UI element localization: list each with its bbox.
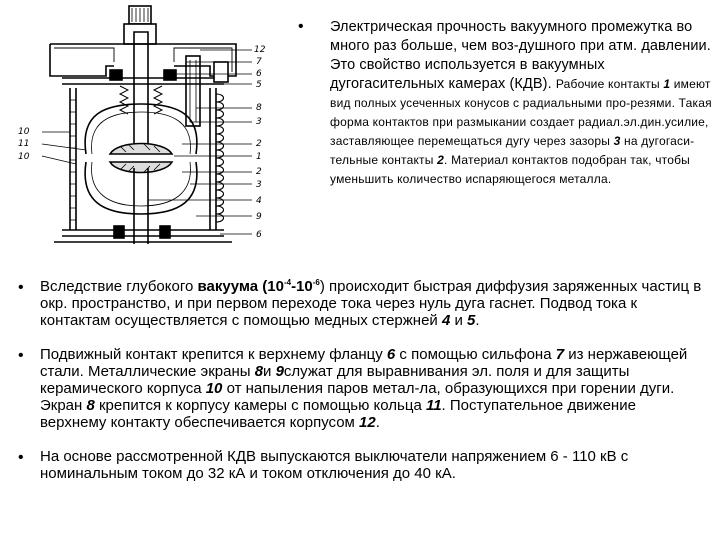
lower-contact: [110, 162, 172, 173]
label-6: 6: [256, 69, 262, 79]
bullet-marker: •: [18, 279, 24, 296]
label-1: 1: [256, 152, 262, 162]
label-12: 12: [254, 45, 266, 55]
bullet-item-ratings: На основе рассмотренной КДВ выпускаются выключатели напряжением 6 - 110 кВ с номинальным током до 32 кА и током отключения до 40 кА.: [40, 448, 629, 482]
right-paragraph: [330, 18, 714, 189]
label-10: 10: [18, 127, 30, 137]
right-p1: Электрическая прочность вакуумного промежутка во много раз больше, чем воз-душного при атм. давлении. Это свойство используется в вакуумных дугогасительных камерах (КДВ).: [330, 19, 711, 92]
label-11: 11: [18, 139, 30, 149]
label-2b: 2: [256, 167, 262, 177]
label-2: 2: [256, 139, 262, 149]
label-10b: 10: [18, 152, 30, 162]
bullet-item-contacts: Подвижный контакт крепится к верхнему фланцу 6 с помощью сильфона 7 из нержавеющей стали. Металлические экраны 8и 9служат для выравнивания эл. поля и для защиты керамического корпуса 10 от напыления паров метал-ла, образующихся при горении дуги. Экран 8 крепится к корпусу камеры с помощью кольца 11. Поступательное движение верхнему контакту обеспечивается корпусом 12.: [40, 346, 688, 431]
right-p2: Рабочие контакты 1 имеют вид полных усеченных конусов с радиальными про-резями. Такая форма контактов при размыкании создает радиал.эл.дин.усилие, заставляющее перемещаться дугу через зазоры 3 на дугогаси-тельные контакты 2. Материал контактов подобран так, чтобы уменьшить количество испаряющегося металла.: [330, 77, 712, 186]
bullet-marker: •: [298, 18, 304, 35]
vacuum-chamber-drawing: [14, 4, 276, 250]
label-7: 7: [256, 57, 262, 67]
label-3b: 3: [256, 180, 262, 190]
label-9: 9: [256, 212, 262, 222]
moving-rod: [134, 44, 148, 148]
label-4: 4: [256, 196, 262, 206]
bottom-flange: [54, 230, 232, 242]
ceramic-casing: [70, 88, 216, 230]
label-6b: 6: [256, 230, 262, 240]
bullet-marker: •: [18, 347, 24, 364]
upper-contact: [110, 144, 172, 155]
label-8: 8: [256, 103, 262, 113]
housing-12: [50, 44, 236, 76]
label-5: 5: [256, 80, 262, 90]
vacuum-chamber-diagram: [14, 4, 276, 250]
bullet-marker: •: [18, 449, 24, 466]
bullet-item-vacuum: Вследствие глубокого вакуума $(10^{-4}-10^{-6})$ происходит быстрая диффузия заряженных частиц в окр. пространство, и при первом переходе тока через нуль дуга гаснет. Подвод тока к контактам осуществляется с помощью медных стержней 4 и 5.: [40, 278, 702, 329]
bellows-7: [120, 86, 162, 114]
label-3: 3: [256, 117, 262, 127]
